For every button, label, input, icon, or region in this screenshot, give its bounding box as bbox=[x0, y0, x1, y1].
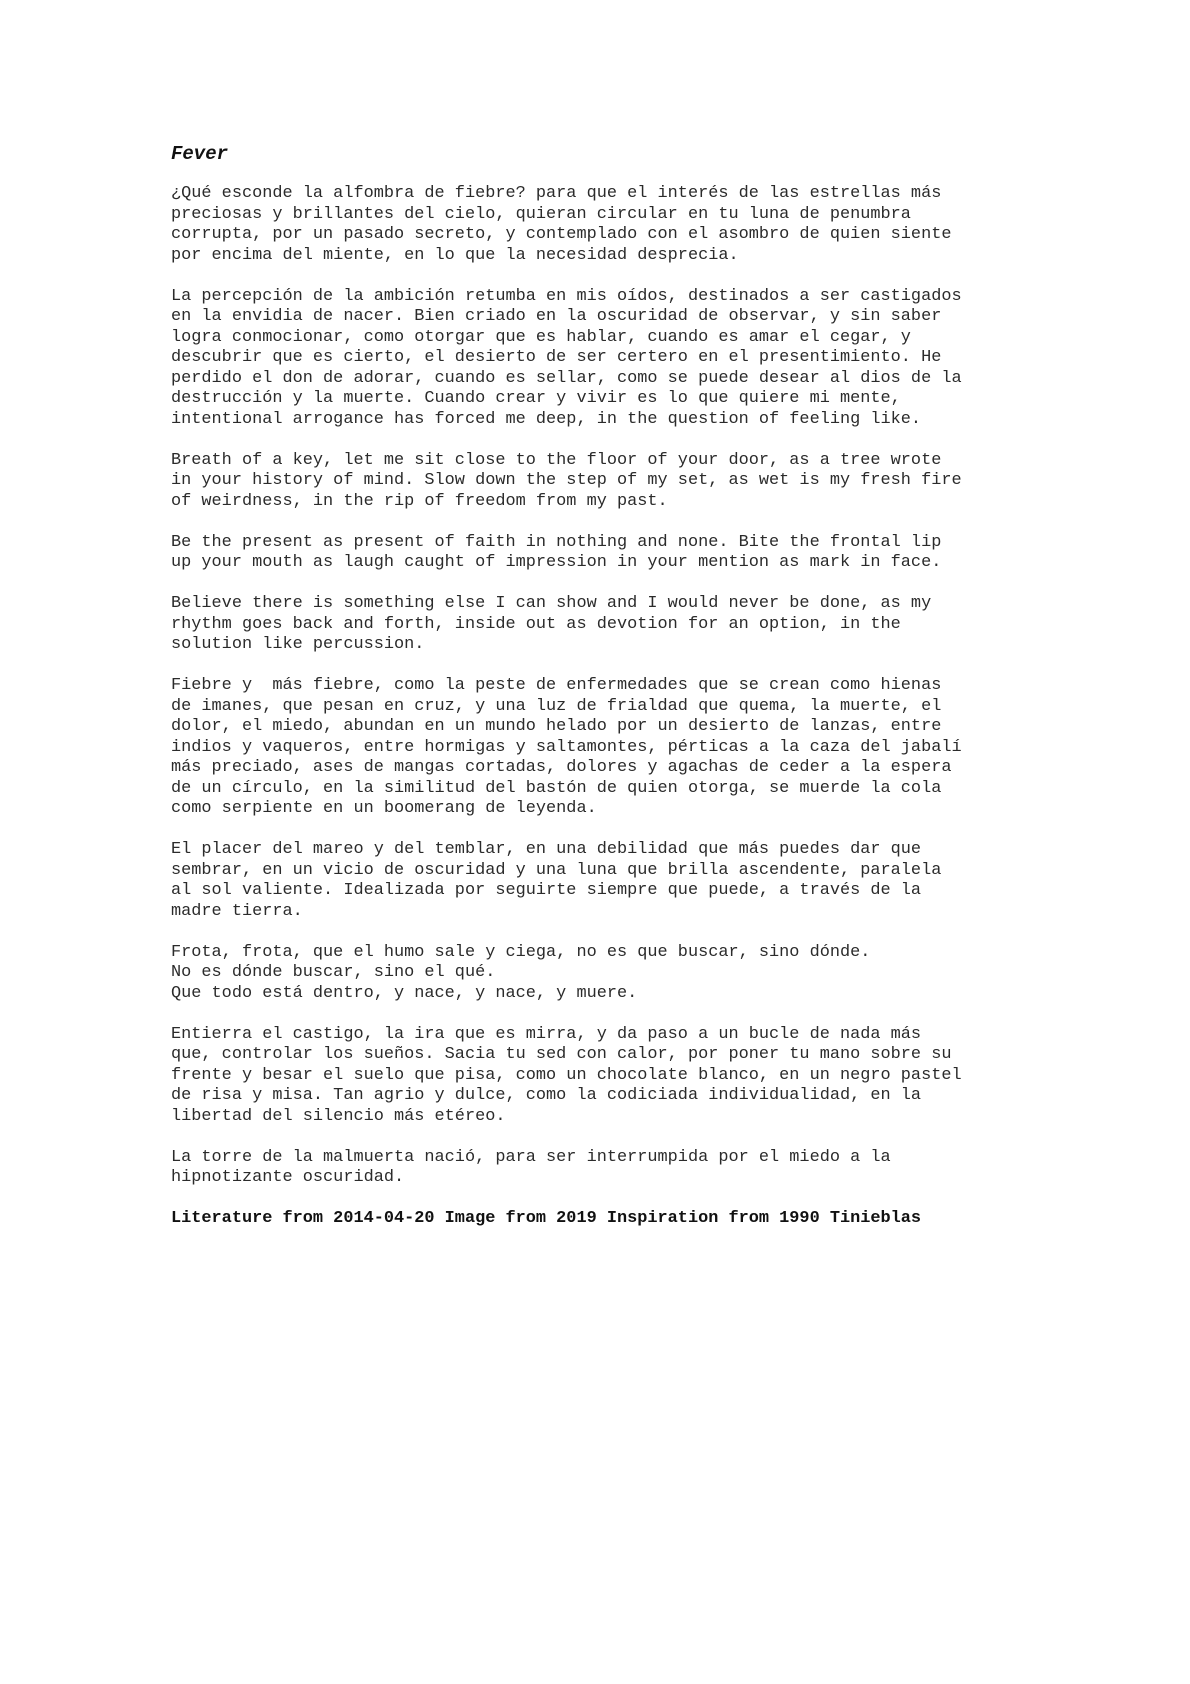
document-footer: Literature from 2014-04-20 Image from 2019 Inspiration from 1990 Tinieblas bbox=[171, 1209, 922, 1228]
text-line: solution like percussion. bbox=[171, 635, 425, 654]
text-line: hipnotizante oscuridad. bbox=[171, 1168, 405, 1187]
text-line: in your history of mind. Slow down the step of my set, as wet is my fresh fire bbox=[171, 471, 962, 490]
text-line: logra conmocionar, como otorgar que es hablar, cuando es amar el cegar, y bbox=[171, 327, 911, 347]
text-line: Breath of a key, let me sit close to the floor of your door, as a tree wrote bbox=[171, 450, 942, 470]
text-line: Fiebre y más fiebre, como la peste de enfermedades que se crean como hienas bbox=[171, 676, 942, 695]
paragraph bbox=[171, 1025, 1051, 1128]
text-line: La torre de la malmuerta nació, para ser interrumpida por el miedo a la bbox=[171, 1147, 891, 1167]
text-line: up your mouth as laugh caught of impression in your mention as mark in face. bbox=[171, 553, 942, 572]
paragraph bbox=[171, 533, 1051, 574]
text-line: La percepción de la ambición retumba en mis oídos, destinados a ser castigados bbox=[171, 286, 962, 306]
text-line: No es dónde buscar, sino el qué. bbox=[171, 963, 496, 982]
text-line: ¿Qué esconde la alfombra de fiebre? para que el interés de las estrellas más bbox=[171, 184, 942, 203]
text-line: sembrar, en un vicio de oscuridad y una luna que brilla ascendente, paralela bbox=[171, 860, 942, 880]
text-line: que, controlar los sueños. Sacia tu sed con calor, por poner tu mano sobre su bbox=[171, 1045, 952, 1064]
text-line: de imanes, que pesan en cruz, y una luz de frialdad que quema, la muerte, el bbox=[171, 696, 942, 716]
text-line: rhythm goes back and forth, inside out as devotion for an option, in the bbox=[171, 614, 901, 634]
text-line: Entierra el castigo, la ira que es mirra, y da paso a un bucle de nada más bbox=[171, 1024, 922, 1044]
text-line: indios y vaqueros, entre hormigas y saltamontes, pérticas a la caza del jabalí bbox=[171, 737, 962, 757]
text-line: al sol valiente. Idealizada por seguirte siempre que puede, a través de la bbox=[171, 881, 922, 900]
text-line: intentional arrogance has forced me deep, in the question of feeling like. bbox=[171, 409, 922, 429]
text-line: libertad del silencio más etéreo. bbox=[171, 1106, 506, 1126]
text-line: madre tierra. bbox=[171, 901, 303, 921]
text-line: corrupta, por un pasado secreto, y contemplado con el asombro de quien siente bbox=[171, 225, 952, 244]
text-line: Frota, frota, que el humo sale y ciega, no es que buscar, sino dónde. bbox=[171, 942, 871, 962]
text-line: destrucción y la muerte. Cuando crear y vivir es lo que quiere mi mente, bbox=[171, 389, 901, 408]
text-line: más preciado, ases de mangas cortadas, dolores y agachas de ceder a la espera bbox=[171, 758, 952, 777]
text-line: descubrir que es cierto, el desierto de ser certero en el presentimiento. He bbox=[171, 348, 942, 367]
text-line: en la envidia de nacer. Bien criado en la oscuridad de observar, y sin saber bbox=[171, 307, 942, 326]
text-line: Believe there is something else I can show and I would never be done, as my bbox=[171, 594, 932, 613]
text-line: dolor, el miedo, abundan en un mundo helado por un desierto de lanzas, entre bbox=[171, 717, 942, 736]
paragraph bbox=[171, 451, 1051, 513]
paragraph bbox=[171, 840, 1051, 922]
text-line: El placer del mareo y del temblar, en una debilidad que más puedes dar que bbox=[171, 840, 922, 859]
text-line: por encima del miente, en lo que la necesidad desprecia. bbox=[171, 245, 739, 265]
paragraph bbox=[171, 1148, 1051, 1189]
text-line: perdido el don de adorar, cuando es sellar, como se puede desear al dios de la bbox=[171, 368, 962, 388]
text-line: Que todo está dentro, y nace, y nace, y muere. bbox=[171, 983, 638, 1003]
document-page bbox=[171, 130, 1051, 1230]
text-line: Be the present as present of faith in nothing and none. Bite the frontal lip bbox=[171, 532, 942, 552]
paragraph bbox=[171, 184, 1051, 266]
document-title: Fever bbox=[171, 143, 229, 165]
text-line: preciosas y brillantes del cielo, quieran circular en tu luna de penumbra bbox=[171, 204, 911, 224]
text-line: como serpiente en un boomerang de leyenda. bbox=[171, 799, 597, 818]
text-line: frente y besar el suelo que pisa, como un chocolate blanco, en un negro pastel bbox=[171, 1065, 962, 1085]
paragraph bbox=[171, 676, 1051, 820]
text-line: de risa y misa. Tan agrio y dulce, como la codiciada individualidad, en la bbox=[171, 1086, 922, 1105]
paragraph bbox=[171, 287, 1051, 431]
paragraph bbox=[171, 594, 1051, 656]
paragraph bbox=[171, 943, 1051, 1005]
text-line: de un círculo, en la similitud del bastón de quien otorga, se muerde la cola bbox=[171, 778, 942, 798]
text-line: of weirdness, in the rip of freedom from my past. bbox=[171, 491, 668, 511]
